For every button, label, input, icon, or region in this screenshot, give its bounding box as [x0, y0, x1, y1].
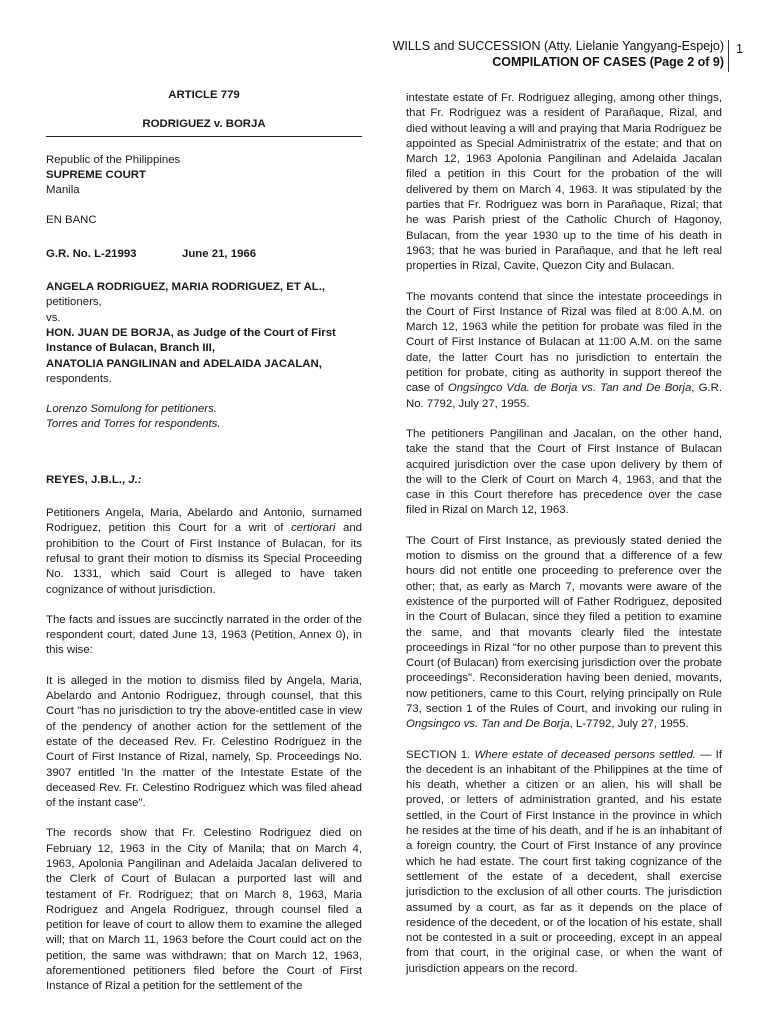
text-run: The movants contend that since the intestate proceedings in the Court of First Instance of Rizal was filed at 8:00 A.M. on March 12, 1963 while the petition for probate was filed in the Court of First Instance of Bulacan at 11:00 A.M. on the same date, the latter Court has no jurisdiction to entertain the petition for probate, citing as authority in support thereof the case of: [406, 290, 722, 395]
article-heading: ARTICLE 779: [168, 89, 240, 101]
paragraph: The petitioners Pangilinan and Jacalan, on the other hand, take the stand that the Court of First Instance of Bulacan acquired jurisdiction over the case upon delivery by them of the will to the Clerk of Court on March 4, 1963, and that the case in this Court therefore has precedence over the case filed in Rizal on March 12, 1963.: [406, 427, 722, 517]
case-title: RODRIGUEZ v. BORJA: [142, 118, 266, 131]
ponente: [46, 473, 362, 488]
gr-number: G.R. No. L-21993: [46, 247, 137, 260]
text-run: , G.R. No. 7792, July 27, 1955.: [406, 382, 722, 410]
en-banc-label: EN BANC: [46, 214, 97, 227]
text-run-italic: certiorari: [291, 522, 336, 535]
docket-line: [46, 247, 362, 262]
paragraph: The facts and issues are succinctly narrated in the order of the respondent court, dated June 13, 1963 (Petition, Annex 0), in this wise:: [46, 613, 362, 657]
paragraph: [406, 534, 722, 733]
court-block: [46, 153, 362, 199]
header-compilation-title: COMPILATION OF CASES (Page 2 of 9): [492, 55, 724, 69]
counsel-block: [46, 402, 362, 433]
running-header: [393, 38, 728, 70]
counsel-petitioners: Lorenzo Somulong for petitioners.: [46, 403, 217, 416]
ponente-title: J.:: [128, 473, 142, 486]
text-run: , L-7792, July 27, 1955.: [569, 718, 689, 731]
decision-date: June 21, 1966: [182, 247, 257, 260]
text-run: — If the decedent is an inhabitant of the Philippines at the time of his death, whether a citizen or an alien, his will shall be proved, or letters of administration granted, and his estate settled, in the Court of First Instance in the province in which he resides at the time of his death, and if he is an inhabitant of a foreign country, the Court of First Instance of any province which he had estate. The court first taking cognizance of the settlement of the estate of a decedent, shall exercise jurisdiction to the exclusion of all other courts. The jurisdiction assumed by a court, as far as it depends on the place of residence of the decedent, or of the location of his estate, shall not be contested in a suit or proceeding, except in an appeal from that court, in the original case, or when the want of jurisdiction appears on the record.: [406, 748, 722, 975]
parties-block: [46, 280, 362, 387]
versus-label: vs.: [46, 311, 61, 324]
right-column: [406, 91, 722, 992]
section-label: SECTION 1.: [406, 748, 471, 761]
paragraph: It is alleged in the motion to dismiss filed by Angela, Maria, Abelardo and Antonio Rodriguez, through counsel, that this Court "has no jurisdiction to try the above-entitled case in view of the pendency of another action for the settlement of the estate of the deceased Rev. Fr. Celestino Rodriguez in the Court of First Instance of Rizal, namely, Sp. Proceedings No. 3907 entitled 'In the matter of the Intestate Estate of the deceased Rev. Fr. Celestino Rodriguez which was filed ahead of the instant case".: [46, 674, 362, 810]
ponente-name: REYES, J.B.L.,: [46, 473, 126, 486]
page-number: 1: [736, 42, 743, 56]
court-city: Manila: [46, 184, 80, 197]
case-citation: Ongsingco vs. Tan and De Borja: [406, 718, 570, 731]
petitioners-names: ANGELA RODRIGUEZ, MARIA RODRIGUEZ, ET AL.,: [46, 281, 326, 294]
respondent-judge: HON. JUAN DE BORJA, as Judge of the Court of First Instance of Bulacan, Branch III,: [46, 326, 336, 355]
rule-text: [406, 748, 722, 977]
case-citation: Ongsingco Vda. de Borja vs. Tan and De Borja: [447, 382, 692, 395]
respondents-label: respondents.: [46, 372, 112, 385]
title-divider: [46, 136, 362, 137]
section-heading: Where estate of deceased persons settled.: [474, 748, 696, 761]
counsel-respondents: Torres and Torres for respondents.: [46, 418, 221, 431]
header-divider: [728, 40, 729, 72]
paragraph: intestate estate of Fr. Rodriguez alleging, among other things, that Fr. Rodriguez was a resident of Parañaque, Rizal, and died without leaving a will and praying that Maria Rodriguez be appointed as Special Administratrix of the estate; and that on March 12, 1963 Apolonia Pangilinan and Adelaida Jacalan filed a petition in this Court for the probation of the will delivered by them on March 4, 1963. It was stipulated by the parties that Fr. Rodriguez was born in Parañaque, Rizal; that he was Parish priest of the Catholic Church of Hagonoy, Bulacan, from the year 1930 up to the time of his death in 1963; that he was buried in Parañaque, and that he left real properties in Rizal, Cavite, Quezon City and Bulacan.: [406, 92, 722, 273]
paragraph: [406, 290, 722, 412]
paragraph: The records show that Fr. Celestino Rodriguez died on February 12, 1963 in the City of Manila; that on March 4, 1963, Apolonia Pangilinan and Adelaida Jacalan delivered to the Clerk of Court of Bulacan a purported last will and testament of Fr. Rodriguez; that on March 8, 1963, Maria Rodriguez and Angela Rodriguez, through counsel filed a petition for leave of court to allow them to examine the alleged will; that on March 11, 1963 before the Court could act on the petition, the same was withdrawn; that on March 12, 1963, aforementioned petitioners filed before the Court of First Instance of Rizal a petition for the settlement of the: [46, 827, 362, 993]
republic-line: Republic of the Philippines: [46, 153, 181, 166]
left-column: [46, 88, 362, 1010]
respondent-parties: ANATOLIA PANGILINAN and ADELAIDA JACALAN,: [46, 357, 322, 370]
court-name: SUPREME COURT: [46, 168, 146, 181]
header-course-title: WILLS and SUCCESSION (Atty. Lielanie Yangyang-Espejo): [392, 39, 724, 53]
petitioners-label: petitioners,: [46, 296, 102, 309]
paragraph: [46, 506, 362, 598]
text-run: and prohibition to the Court of First Instance of Bulacan, for its refusal to grant their motion to dismiss its Special Proceeding No. 1331, which said Court is alleged to have taken cognizance of without jurisdiction.: [46, 522, 362, 596]
text-run: The Court of First Instance, as previously stated denied the motion to dismiss on the ground that a difference of a few hours did not entitle one proceeding to preference over the other; that, as early as March 7, movants were aware of the existence of the purported will of Father Rodriguez, deposited in the Court of Bulacan, since they filed a petition to examine the same, and that movants clearly filed the intestate proceedings in Rizal "for no other purpose than to prevent this Court (of Bulacan) from exercising jurisdiction over the probate proceedings". Reconsideration having been denied, movants, now petitioners, came to this Court, relying principally on Rule 73, section 1 of the Rules of Court, and invoking our ruling in: [406, 534, 722, 715]
text-run: Petitioners Angela, Maria, Abelardo and Antonio, surnamed Rodriguez, petition this Court for a writ of: [46, 507, 362, 535]
